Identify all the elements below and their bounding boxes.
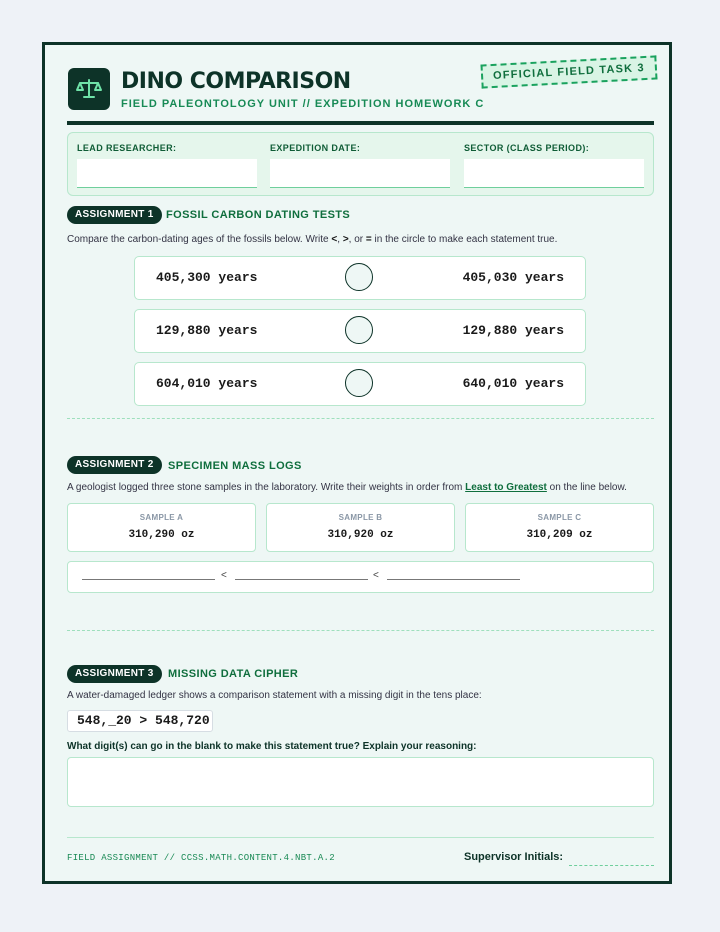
assignment-3-badge: ASSIGNMENT 3 [67, 665, 162, 683]
researcher-label: LEAD RESEARCHER: [77, 143, 177, 153]
official-stamp: OFFICIAL FIELD TASK 3 [480, 55, 657, 88]
supervisor-initials-label: Supervisor Initials: [464, 851, 564, 863]
sample-card [67, 503, 256, 552]
answer-circle[interactable] [345, 316, 373, 344]
answer-circle[interactable] [345, 263, 373, 291]
comparison-row [134, 256, 586, 300]
ordering-answer-box [67, 561, 654, 593]
order-blank-1[interactable] [82, 579, 215, 580]
sample-value: 310,209 oz [526, 529, 593, 541]
sample-value: 310,920 oz [327, 529, 394, 541]
footer-rule [67, 837, 654, 838]
right-value: 405,030 years [462, 270, 564, 285]
assignment-1-instructions: Compare the carbon-dating ages of the fossils below. Write <, >, or = in the circle to make each statement true. [67, 234, 558, 245]
comparison-row [134, 309, 586, 353]
worksheet [42, 42, 672, 884]
less-than-symbol: < [221, 570, 227, 581]
order-blank-2[interactable] [235, 579, 368, 580]
assignment-3-title: MISSING DATA CIPHER [168, 668, 299, 680]
assignment-3-instructions: A water-damaged ledger shows a comparison statement with a missing digit in the tens place: [67, 690, 482, 701]
answer-circle[interactable] [345, 369, 373, 397]
left-value: 604,010 years [156, 376, 258, 391]
logo-badge [68, 68, 110, 110]
cipher-equation: 548,_20 > 548,720 [67, 710, 213, 732]
assignment-2-badge: ASSIGNMENT 2 [67, 456, 162, 474]
comparison-row [134, 362, 586, 406]
sector-input[interactable] [464, 159, 644, 188]
sample-card [465, 503, 654, 552]
right-value: 129,880 years [462, 323, 564, 338]
page-title: DINO COMPARISON [121, 69, 351, 94]
sample-label: SAMPLE C [537, 513, 582, 522]
reasoning-answer-box[interactable] [67, 757, 654, 807]
date-label: EXPEDITION DATE: [270, 143, 361, 153]
sample-label: SAMPLE B [338, 513, 383, 522]
page-subtitle: FIELD PALEONTOLOGY UNIT // EXPEDITION HOMEWORK C [121, 98, 485, 110]
least-to-greatest-link: Least to Greatest [465, 482, 547, 493]
info-panel [67, 132, 654, 196]
sample-value: 310,290 oz [128, 529, 195, 541]
standard-code: FIELD ASSIGNMENT // CCSS.MATH.CONTENT.4.NBT.A.2 [67, 853, 335, 863]
assignment-2-title: SPECIMEN MASS LOGS [168, 460, 302, 472]
left-value: 405,300 years [156, 270, 258, 285]
less-than-symbol: < [373, 570, 379, 581]
assignment-1-badge: ASSIGNMENT 1 [67, 206, 162, 224]
assignment-2-instructions: A geologist logged three stone samples in the laboratory. Write their weights in order from Least to Greatest on the line below. [67, 482, 627, 493]
header-rule [67, 121, 654, 125]
sample-card [266, 503, 455, 552]
section-divider [67, 630, 654, 631]
assignment-1-title: FOSSIL CARBON DATING TESTS [166, 209, 351, 221]
right-value: 640,010 years [462, 376, 564, 391]
cipher-question: What digit(s) can go in the blank to make this statement true? Explain your reasoning: [67, 741, 477, 752]
section-divider [67, 418, 654, 419]
sample-label: SAMPLE A [139, 513, 184, 522]
balance-scale-icon [75, 75, 103, 103]
supervisor-initials-line[interactable] [569, 865, 654, 866]
order-blank-3[interactable] [387, 579, 520, 580]
date-input[interactable] [270, 159, 450, 188]
sector-label: SECTOR (CLASS PERIOD): [464, 143, 590, 153]
researcher-input[interactable] [77, 159, 257, 188]
left-value: 129,880 years [156, 323, 258, 338]
